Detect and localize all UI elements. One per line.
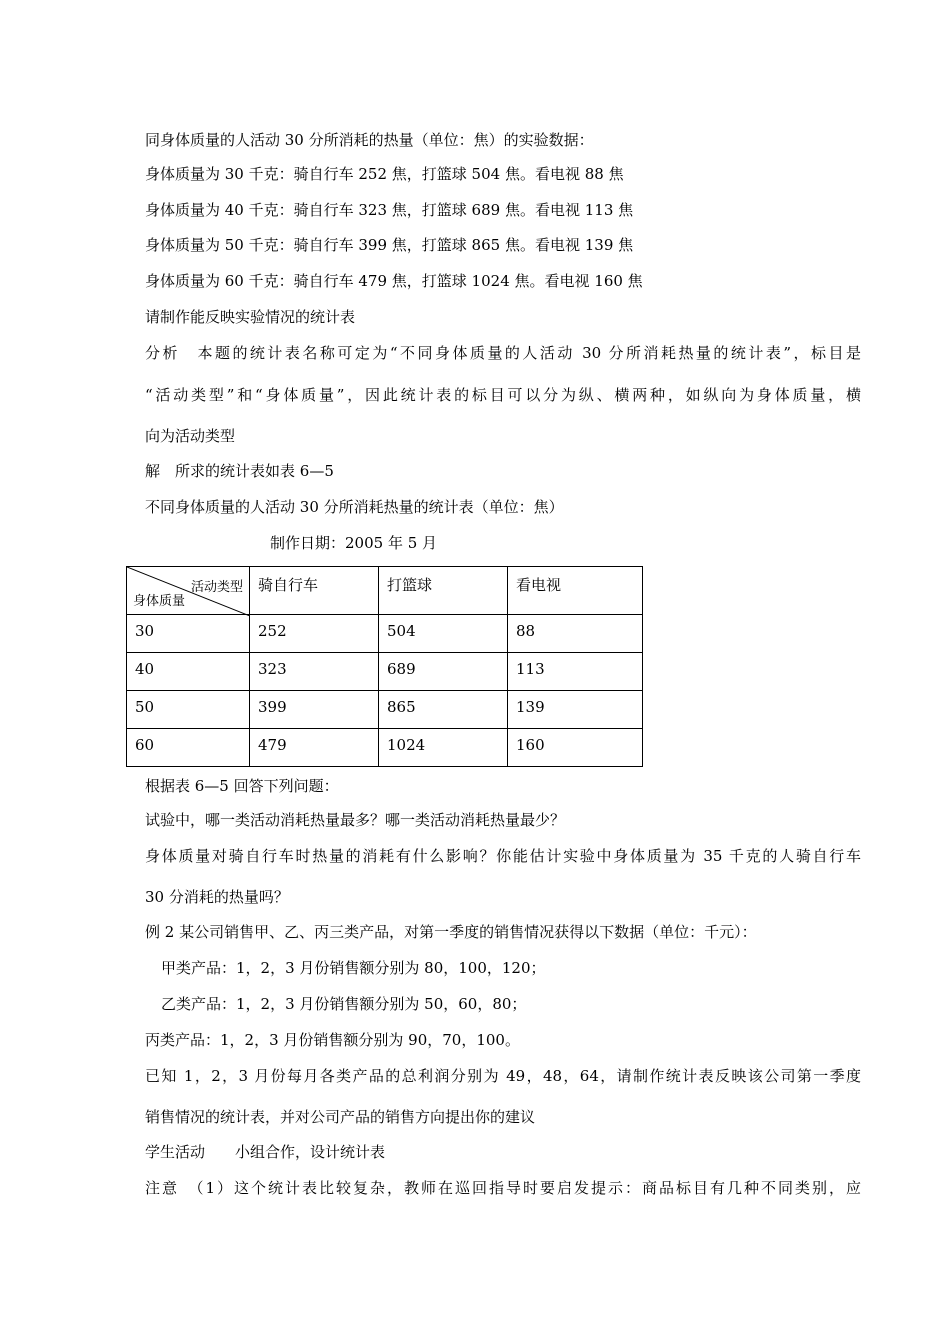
table-header-row (127, 567, 643, 615)
table-row (127, 691, 643, 729)
table-cell: 504 (379, 615, 508, 653)
product-line: 丙类产品：1，2，3 月份销售额分别为 90，70，100。 (145, 1031, 520, 1049)
note-line: 注意 （1）这个统计表比较复杂，教师在巡回指导时要启发提示：商品标目有几种不同类别，应 (145, 1179, 861, 1197)
text-line: 身体质量为 40 千克：骑自行车 323 焦，打篮球 689 焦。看电视 113 焦 (145, 201, 634, 219)
table-cell: 113 (508, 653, 643, 691)
table-row (127, 653, 643, 691)
text-line: 试验中，哪一类活动消耗热量最多？哪一类活动消耗热量最少？ (145, 811, 566, 829)
activity-line: 学生活动 小组合作，设计统计表 (145, 1143, 386, 1161)
text-line: 身体质量为 50 千克：骑自行车 399 焦，打篮球 865 焦。看电视 139 焦 (145, 236, 634, 254)
text-line: 根据表 6—5 回答下列问题： (145, 777, 339, 795)
table-corner-cell (127, 567, 250, 615)
question-line: 身体质量对骑自行车时热量的消耗有什么影响？你能估计实验中身体质量为 35 千克的人骑自行车 (145, 847, 861, 865)
text-line: 同身体质量的人活动 30 分所消耗的热量（单位：焦）的实验数据： (145, 131, 594, 149)
table-cell: 252 (250, 615, 379, 653)
example-line: 例 2 某公司销售甲、乙、丙三类产品，对第一季度的销售情况获得以下数据（单位：千元）： (145, 923, 757, 941)
table-cell: 689 (379, 653, 508, 691)
corner-label-activity: 活动类型 (190, 580, 243, 595)
product-line: 甲类产品：1，2，3 月份销售额分别为 80，100，120； (161, 959, 546, 977)
profit-line: 已知 1，2，3 月份每月各类产品的总利润分别为 49，48，64，请制作统计表反映该公司第一季度 (145, 1067, 861, 1085)
product-line: 乙类产品：1，2，3 月份销售额分别为 50，60，80； (161, 995, 527, 1013)
table-cell: 479 (250, 729, 379, 767)
table-cell: 865 (379, 691, 508, 729)
corner-label-mass: 身体质量 (133, 594, 186, 609)
table-row (127, 615, 643, 653)
column-header: 打篮球 (379, 567, 508, 615)
table-cell: 323 (250, 653, 379, 691)
column-header: 看电视 (508, 567, 643, 615)
table-cell: 139 (508, 691, 643, 729)
table-cell: 88 (508, 615, 643, 653)
table-cell: 1024 (379, 729, 508, 767)
row-header: 40 (127, 653, 250, 691)
table-row (127, 729, 643, 767)
row-header: 30 (127, 615, 250, 653)
row-header: 50 (127, 691, 250, 729)
text-line: 身体质量为 60 千克：骑自行车 479 焦，打篮球 1024 焦。看电视 160 焦 (145, 272, 643, 290)
analysis-line: 向为活动类型 (145, 427, 236, 445)
analysis-line: “活动类型”和“身体质量”，因此统计表的标目可以分为纵、横两种，如纵向为身体质量，横 (145, 386, 861, 404)
analysis-line: 分析 本题的统计表名称可定为“不同身体质量的人活动 30 分所消耗热量的统计表”，标目是 (145, 344, 861, 362)
table-title: 不同身体质量的人活动 30 分所消耗热量的统计表（单位：焦） (145, 498, 564, 516)
table-cell: 399 (250, 691, 379, 729)
statistics-table (126, 566, 643, 767)
solution-line: 解 所求的统计表如表 6—5 (145, 462, 334, 480)
row-header: 60 (127, 729, 250, 767)
table-cell: 160 (508, 729, 643, 767)
table-date: 制作日期：2005 年 5 月 (270, 534, 438, 552)
text-line: 请制作能反映实验情况的统计表 (145, 308, 356, 326)
text-line: 身体质量为 30 千克：骑自行车 252 焦，打篮球 504 焦。看电视 88 焦 (145, 165, 624, 183)
question-line: 30 分消耗的热量吗？ (145, 888, 289, 906)
column-header: 骑自行车 (250, 567, 379, 615)
profit-line: 销售情况的统计表，并对公司产品的销售方向提出你的建议 (145, 1108, 536, 1126)
